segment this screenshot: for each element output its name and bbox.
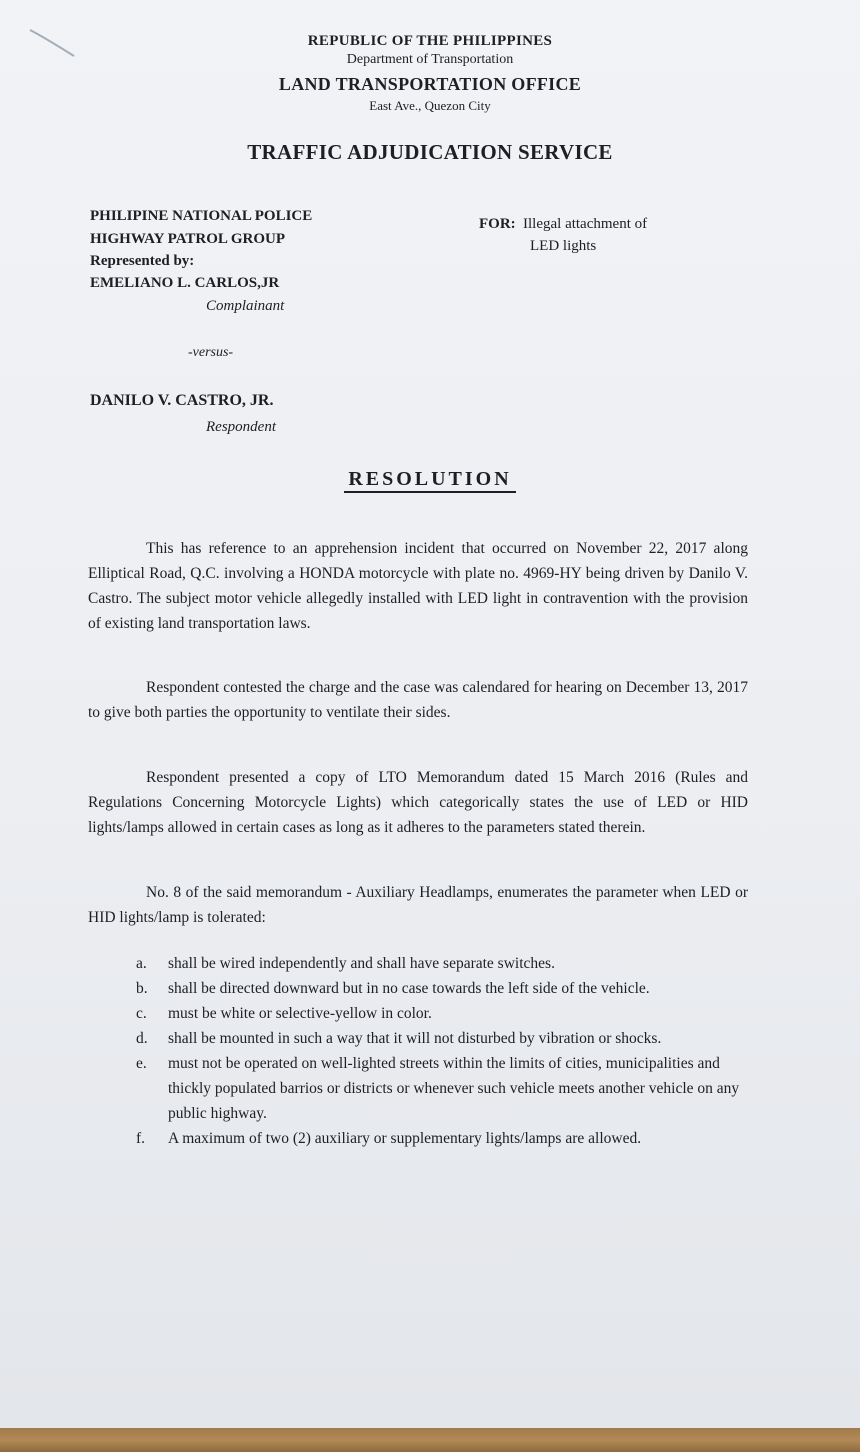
charge-label: FOR:	[479, 216, 516, 232]
list-item-c: c. must be white or selective-yellow in color.	[136, 1005, 432, 1022]
complainant-role: Complainant	[206, 298, 285, 314]
complainant-line-2: HIGHWAY PATROL GROUP	[90, 231, 286, 247]
department-heading: Department of Transportation	[346, 52, 514, 67]
complainant-line-3: Represented by:	[90, 253, 195, 269]
complainant-name: EMELIANO L. CARLOS,JR	[90, 275, 280, 291]
list-item-d: d. shall be mounted in such a way that it will not disturbed by vibration or shocks.	[136, 1030, 662, 1047]
republic-heading: REPUBLIC OF THE PHILIPPINES	[307, 33, 553, 49]
paragraph-2: Respondent contested the charge and the case was calendared for hearing on December 13, 2017 to give both parties the opportunity to ventilate their sides.	[88, 679, 748, 721]
service-heading: TRAFFIC ADJUDICATION SERVICE	[247, 140, 613, 164]
respondent-role: Respondent	[206, 419, 276, 435]
office-heading: LAND TRANSPORTATION OFFICE	[278, 74, 582, 94]
parameter-list	[136, 951, 766, 1151]
charge-line-1: Illegal attachment of	[523, 216, 648, 232]
resolution-title: RESOLUTION	[0, 468, 860, 491]
charge-line-2: LED lights	[530, 238, 597, 254]
address-line: East Ave., Quezon City	[369, 98, 491, 113]
complainant-line-1: PHILIPINE NATIONAL POLICE	[90, 208, 313, 224]
paragraph-1: This has reference to an apprehension incident that occurred on November 22, 2017 along Elliptical Road, Q.C. involving a HONDA motorcycle with plate no. 4969-HY being driven by Danilo V. Castro. The subject motor vehicle allegedly installed with LED light in contravention with the provision of existing land transportation laws.	[88, 540, 748, 632]
list-item-f: f. A maximum of two (2) auxiliary or supplementary lights/lamps are allowed.	[136, 1130, 642, 1147]
list-item-a: a. shall be wired independently and shall have separate switches.	[136, 955, 555, 972]
list-item-b: b. shall be directed downward but in no case towards the left side of the vehicle.	[136, 980, 650, 997]
respondent-name: DANILO V. CASTRO, JR.	[90, 392, 274, 409]
versus-text: -versus-	[188, 345, 234, 360]
paragraph-4: No. 8 of the said memorandum - Auxiliary Headlamps, enumerates the parameter when LED or HID lights/lamp is tolerated:	[88, 884, 748, 926]
list-item-e: e. must not be operated on well-lighted streets within the limits of cities, municipalities and thickly populated barrios or districts or whenever such vehicle meets another vehicle on any public highway.	[136, 1055, 740, 1122]
table-surface	[0, 1428, 860, 1452]
paragraph-3: Respondent presented a copy of LTO Memorandum dated 15 March 2016 (Rules and Regulations Concerning Motorcycle Lights) which categorically states the use of LED or HID lights/lamps allowed in certain cases as long as it adheres to the parameters stated therein.	[88, 769, 748, 836]
